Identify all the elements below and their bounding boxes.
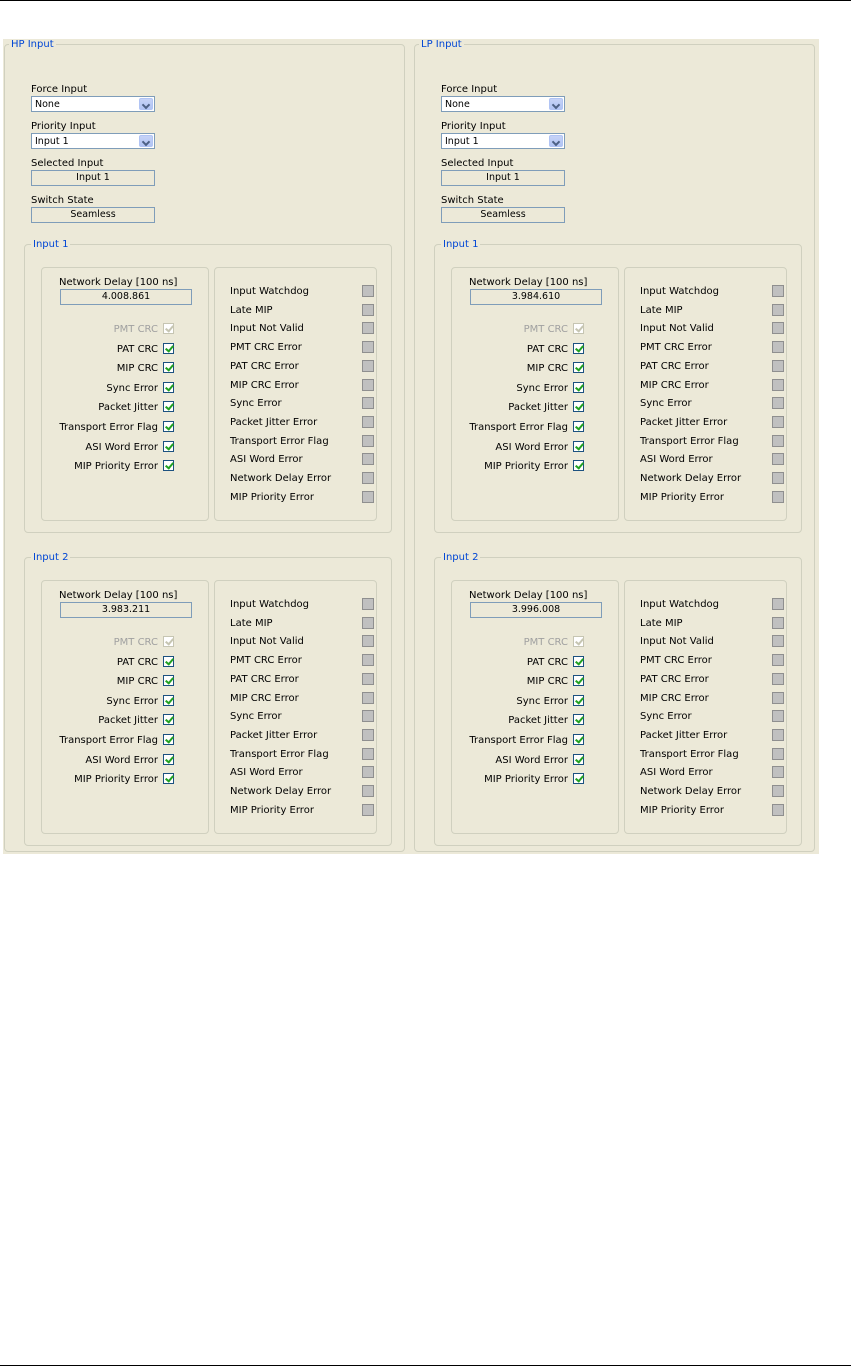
status-label: MIP Priority Error bbox=[230, 804, 314, 816]
status-led-icon bbox=[772, 673, 784, 685]
hp-input-title: HP Input bbox=[11, 39, 54, 50]
status-packet-jitter-error bbox=[640, 416, 780, 430]
checkbox-icon[interactable] bbox=[163, 734, 174, 745]
check-options-box bbox=[451, 580, 619, 834]
status-mip-crc-error bbox=[230, 379, 370, 393]
hp-input-group bbox=[4, 39, 405, 852]
status-led-icon bbox=[772, 692, 784, 704]
status-sync-error bbox=[640, 397, 780, 411]
status-led-icon bbox=[772, 341, 784, 353]
status-asi-word-error bbox=[640, 453, 780, 467]
status-mip-priority-error bbox=[640, 804, 780, 818]
checkbox-icon[interactable] bbox=[163, 656, 174, 667]
checkbox-icon[interactable] bbox=[573, 362, 584, 373]
check-mip-crc[interactable] bbox=[436, 675, 586, 689]
status-mip-priority-error bbox=[640, 491, 780, 505]
checkbox-icon[interactable] bbox=[163, 675, 174, 686]
status-led-icon bbox=[772, 598, 784, 610]
status-label: Network Delay Error bbox=[230, 786, 332, 797]
status-label: PMT CRC Error bbox=[640, 655, 712, 667]
checkbox-icon[interactable] bbox=[163, 441, 174, 452]
check-options-box bbox=[41, 267, 209, 521]
checkbox-icon[interactable] bbox=[573, 656, 584, 667]
status-input-watchdog bbox=[230, 598, 370, 612]
status-label: Late MIP bbox=[230, 304, 273, 316]
network-delay-value: 3.983.211 bbox=[60, 602, 192, 618]
status-label: Transport Error Flag bbox=[230, 435, 329, 447]
status-led-icon bbox=[772, 472, 784, 484]
check-label: MIP Priority Error bbox=[74, 774, 158, 786]
check-label: MIP CRC bbox=[526, 676, 568, 688]
check-transport-error-flag[interactable] bbox=[26, 734, 176, 748]
check-label: PMT CRC bbox=[523, 324, 568, 335]
status-network-delay-error bbox=[230, 785, 370, 799]
status-label: Transport Error Flag bbox=[640, 435, 739, 447]
force-input-label: Force Input bbox=[441, 84, 498, 95]
status-asi-word-error bbox=[230, 766, 370, 780]
status-sync-error bbox=[640, 710, 780, 724]
network-delay-label: Network Delay [100 ns] bbox=[469, 277, 588, 288]
check-label: MIP CRC bbox=[116, 676, 158, 688]
check-label: Packet Jitter bbox=[98, 402, 158, 414]
status-mip-priority-error bbox=[230, 491, 370, 505]
status-input-watchdog bbox=[640, 285, 780, 299]
check-label: PAT CRC bbox=[116, 343, 158, 355]
status-packet-jitter-error bbox=[230, 416, 370, 430]
check-label: Packet Jitter bbox=[508, 715, 568, 727]
switch-state-label: Switch State bbox=[31, 195, 94, 206]
status-label: Packet Jitter Error bbox=[640, 729, 728, 741]
status-led-icon bbox=[362, 397, 374, 409]
checkbox-icon[interactable] bbox=[573, 695, 584, 706]
status-network-delay-error bbox=[640, 472, 780, 486]
hp-input1-title: Input 1 bbox=[33, 239, 69, 250]
check-pat-crc[interactable] bbox=[436, 656, 586, 670]
force-input-value: None bbox=[35, 99, 60, 110]
status-label: ASI Word Error bbox=[640, 454, 713, 466]
check-label: ASI Word Error bbox=[495, 754, 568, 766]
check-packet-jitter[interactable] bbox=[436, 401, 586, 415]
status-pmt-crc-error bbox=[640, 654, 780, 668]
status-label: MIP Priority Error bbox=[640, 804, 724, 816]
check-pat-crc[interactable] bbox=[436, 343, 586, 357]
check-packet-jitter[interactable] bbox=[26, 401, 176, 415]
checkbox-icon[interactable] bbox=[163, 773, 174, 784]
checkbox-icon[interactable] bbox=[573, 421, 584, 432]
status-pat-crc-error bbox=[230, 673, 370, 687]
status-label: Input Not Valid bbox=[230, 323, 304, 335]
status-transport-error-flag bbox=[230, 748, 370, 762]
force-input-label: Force Input bbox=[31, 84, 88, 95]
check-transport-error-flag[interactable] bbox=[26, 421, 176, 435]
check-label: PAT CRC bbox=[116, 656, 158, 668]
chevron-down-icon[interactable] bbox=[549, 135, 563, 147]
chevron-down-icon[interactable] bbox=[139, 135, 153, 147]
checkbox-icon[interactable] bbox=[573, 714, 584, 725]
status-indicators-box bbox=[214, 267, 377, 521]
status-label: PMT CRC Error bbox=[230, 342, 302, 354]
checkbox-icon[interactable] bbox=[163, 343, 174, 354]
check-asi-word-error[interactable] bbox=[436, 441, 586, 455]
check-label: Packet Jitter bbox=[98, 715, 158, 727]
status-label: MIP CRC Error bbox=[230, 379, 299, 391]
check-sync-error[interactable] bbox=[26, 695, 176, 709]
status-pmt-crc-error bbox=[640, 341, 780, 355]
check-mip-crc[interactable] bbox=[26, 362, 176, 376]
status-led-icon bbox=[362, 379, 374, 391]
status-label: Transport Error Flag bbox=[640, 748, 739, 760]
check-label: Sync Error bbox=[106, 382, 158, 394]
status-led-icon bbox=[362, 766, 374, 778]
check-sync-error[interactable] bbox=[26, 382, 176, 396]
status-label: Packet Jitter Error bbox=[640, 416, 728, 428]
check-label: Sync Error bbox=[516, 695, 568, 707]
checkbox-icon[interactable] bbox=[163, 401, 174, 412]
priority-input-value: Input 1 bbox=[445, 136, 479, 147]
status-late-mip bbox=[230, 617, 370, 631]
status-led-icon bbox=[772, 729, 784, 741]
status-late-mip bbox=[230, 304, 370, 318]
status-asi-word-error bbox=[230, 453, 370, 467]
status-sync-error bbox=[230, 397, 370, 411]
selected-input-label: Selected Input bbox=[31, 158, 104, 169]
chevron-down-icon[interactable] bbox=[139, 98, 153, 110]
status-led-icon bbox=[772, 766, 784, 778]
status-indicators-box bbox=[624, 267, 787, 521]
status-label: Network Delay Error bbox=[640, 786, 742, 797]
check-label: MIP Priority Error bbox=[484, 461, 568, 473]
status-led-icon bbox=[362, 748, 374, 760]
hp-input2-group bbox=[24, 552, 392, 846]
status-led-icon bbox=[772, 304, 784, 316]
status-led-icon bbox=[362, 453, 374, 465]
status-led-icon bbox=[362, 804, 374, 816]
status-asi-word-error bbox=[640, 766, 780, 780]
status-led-icon bbox=[772, 397, 784, 409]
check-label: Transport Error Flag bbox=[469, 422, 568, 433]
check-label: Transport Error Flag bbox=[469, 735, 568, 746]
chevron-down-icon[interactable] bbox=[549, 98, 563, 110]
checkbox-icon[interactable] bbox=[573, 401, 584, 412]
status-label: Sync Error bbox=[640, 711, 692, 723]
check-sync-error[interactable] bbox=[436, 695, 586, 709]
check-asi-word-error[interactable] bbox=[436, 754, 586, 768]
status-led-icon bbox=[362, 635, 374, 647]
status-label: PAT CRC Error bbox=[230, 673, 299, 685]
force-input-select[interactable] bbox=[31, 96, 155, 112]
lp-input2-title: Input 2 bbox=[443, 552, 479, 563]
status-indicators-box bbox=[624, 580, 787, 834]
status-mip-crc-error bbox=[230, 692, 370, 706]
status-label: Input Watchdog bbox=[640, 599, 720, 610]
status-input-watchdog bbox=[230, 285, 370, 299]
status-mip-priority-error bbox=[230, 804, 370, 818]
status-label: PMT CRC Error bbox=[230, 655, 302, 667]
selected-input-value: Input 1 bbox=[31, 170, 155, 186]
status-label: Sync Error bbox=[230, 398, 282, 410]
check-pat-crc[interactable] bbox=[26, 656, 176, 670]
priority-input-label: Priority Input bbox=[441, 121, 506, 132]
check-label: MIP CRC bbox=[116, 363, 158, 375]
checkbox-icon[interactable] bbox=[163, 362, 174, 373]
status-input-not-valid bbox=[230, 635, 370, 649]
priority-input-label: Priority Input bbox=[31, 121, 96, 132]
status-led-icon bbox=[772, 416, 784, 428]
status-led-icon bbox=[362, 435, 374, 447]
status-led-icon bbox=[772, 285, 784, 297]
check-mip-crc[interactable] bbox=[436, 362, 586, 376]
check-mip-priority-error[interactable] bbox=[26, 773, 176, 787]
status-led-icon bbox=[772, 322, 784, 334]
status-label: Late MIP bbox=[640, 304, 683, 316]
status-transport-error-flag bbox=[230, 435, 370, 449]
status-label: PAT CRC Error bbox=[230, 360, 299, 372]
status-led-icon bbox=[772, 453, 784, 465]
check-pmt-crc bbox=[436, 636, 586, 650]
check-label: MIP Priority Error bbox=[484, 774, 568, 786]
checkbox-icon bbox=[163, 323, 174, 334]
checkbox-icon[interactable] bbox=[573, 773, 584, 784]
check-mip-crc[interactable] bbox=[26, 675, 176, 689]
network-delay-value: 4.008.861 bbox=[60, 289, 192, 305]
status-input-watchdog bbox=[640, 598, 780, 612]
status-led-icon bbox=[772, 710, 784, 722]
status-label: Transport Error Flag bbox=[230, 748, 329, 760]
status-led-icon bbox=[772, 804, 784, 816]
status-led-icon bbox=[362, 729, 374, 741]
check-label: ASI Word Error bbox=[85, 441, 158, 453]
check-label: Sync Error bbox=[516, 382, 568, 394]
status-led-icon bbox=[362, 617, 374, 629]
status-led-icon bbox=[362, 710, 374, 722]
checkbox-icon[interactable] bbox=[163, 460, 174, 471]
status-mip-crc-error bbox=[640, 692, 780, 706]
status-led-icon bbox=[772, 360, 784, 372]
status-led-icon bbox=[772, 748, 784, 760]
lp-input2-group bbox=[434, 552, 802, 846]
status-packet-jitter-error bbox=[230, 729, 370, 743]
status-label: Packet Jitter Error bbox=[230, 416, 318, 428]
check-label: ASI Word Error bbox=[85, 754, 158, 766]
status-sync-error bbox=[230, 710, 370, 724]
check-label: PMT CRC bbox=[113, 324, 158, 335]
checkbox-icon[interactable] bbox=[573, 734, 584, 745]
check-mip-priority-error[interactable] bbox=[436, 773, 586, 787]
status-label: PAT CRC Error bbox=[640, 360, 709, 372]
bottom-rule bbox=[0, 1365, 851, 1366]
priority-input-select[interactable] bbox=[31, 133, 155, 149]
status-indicators-box bbox=[214, 580, 377, 834]
lp-input-group bbox=[414, 39, 815, 852]
checkbox-icon bbox=[573, 636, 584, 647]
checkbox-icon[interactable] bbox=[163, 714, 174, 725]
status-label: Packet Jitter Error bbox=[230, 729, 318, 741]
status-late-mip bbox=[640, 617, 780, 631]
checkbox-icon[interactable] bbox=[163, 695, 174, 706]
priority-input-value: Input 1 bbox=[35, 136, 69, 147]
status-label: MIP Priority Error bbox=[640, 491, 724, 503]
status-label: MIP CRC Error bbox=[230, 692, 299, 704]
status-label: MIP CRC Error bbox=[640, 692, 709, 704]
status-led-icon bbox=[772, 379, 784, 391]
check-pmt-crc bbox=[436, 323, 586, 337]
status-led-icon bbox=[362, 322, 374, 334]
check-label: PAT CRC bbox=[526, 656, 568, 668]
switch-state-value: Seamless bbox=[441, 207, 565, 223]
status-label: Input Not Valid bbox=[640, 323, 714, 335]
status-label: Input Watchdog bbox=[640, 286, 720, 297]
check-label: Sync Error bbox=[106, 695, 158, 707]
status-led-icon bbox=[362, 285, 374, 297]
checkbox-icon bbox=[163, 636, 174, 647]
check-transport-error-flag[interactable] bbox=[436, 734, 586, 748]
check-label: Transport Error Flag bbox=[59, 422, 158, 433]
status-input-not-valid bbox=[640, 635, 780, 649]
check-transport-error-flag[interactable] bbox=[436, 421, 586, 435]
status-label: Sync Error bbox=[640, 398, 692, 410]
status-label: MIP CRC Error bbox=[640, 379, 709, 391]
config-panel bbox=[3, 39, 819, 854]
status-mip-crc-error bbox=[640, 379, 780, 393]
checkbox-icon[interactable] bbox=[573, 754, 584, 765]
status-late-mip bbox=[640, 304, 780, 318]
status-input-not-valid bbox=[640, 322, 780, 336]
status-led-icon bbox=[362, 360, 374, 372]
status-led-icon bbox=[362, 472, 374, 484]
status-led-icon bbox=[362, 491, 374, 503]
check-packet-jitter[interactable] bbox=[436, 714, 586, 728]
priority-input-select[interactable] bbox=[441, 133, 565, 149]
status-label: ASI Word Error bbox=[640, 767, 713, 779]
checkbox-icon[interactable] bbox=[163, 754, 174, 765]
check-pmt-crc bbox=[26, 636, 176, 650]
status-label: PMT CRC Error bbox=[640, 342, 712, 354]
status-label: Input Watchdog bbox=[230, 286, 310, 297]
lp-input1-title: Input 1 bbox=[443, 239, 479, 250]
status-label: Sync Error bbox=[230, 711, 282, 723]
check-pmt-crc bbox=[26, 323, 176, 337]
network-delay-label: Network Delay [100 ns] bbox=[59, 590, 178, 601]
checkbox-icon[interactable] bbox=[573, 460, 584, 471]
check-label: PAT CRC bbox=[526, 343, 568, 355]
status-led-icon bbox=[772, 785, 784, 797]
check-label: MIP CRC bbox=[526, 363, 568, 375]
check-mip-priority-error[interactable] bbox=[436, 460, 586, 474]
status-pmt-crc-error bbox=[230, 341, 370, 355]
status-led-icon bbox=[362, 598, 374, 610]
check-asi-word-error[interactable] bbox=[26, 754, 176, 768]
status-label: ASI Word Error bbox=[230, 454, 303, 466]
check-packet-jitter[interactable] bbox=[26, 714, 176, 728]
hp-input2-title: Input 2 bbox=[33, 552, 69, 563]
status-led-icon bbox=[362, 692, 374, 704]
status-network-delay-error bbox=[230, 472, 370, 486]
force-input-select[interactable] bbox=[441, 96, 565, 112]
status-input-not-valid bbox=[230, 322, 370, 336]
check-asi-word-error[interactable] bbox=[26, 441, 176, 455]
checkbox-icon[interactable] bbox=[573, 675, 584, 686]
status-transport-error-flag bbox=[640, 748, 780, 762]
checkbox-icon bbox=[573, 323, 584, 334]
lp-input-title: LP Input bbox=[421, 39, 462, 50]
status-pmt-crc-error bbox=[230, 654, 370, 668]
status-pat-crc-error bbox=[640, 360, 780, 374]
status-led-icon bbox=[362, 785, 374, 797]
switch-state-label: Switch State bbox=[441, 195, 504, 206]
status-led-icon bbox=[362, 673, 374, 685]
status-label: MIP Priority Error bbox=[230, 491, 314, 503]
selected-input-label: Selected Input bbox=[441, 158, 514, 169]
status-label: PAT CRC Error bbox=[640, 673, 709, 685]
network-delay-label: Network Delay [100 ns] bbox=[469, 590, 588, 601]
status-label: Network Delay Error bbox=[640, 473, 742, 484]
status-label: Input Watchdog bbox=[230, 599, 310, 610]
check-sync-error[interactable] bbox=[436, 382, 586, 396]
check-label: ASI Word Error bbox=[495, 441, 568, 453]
status-label: Input Not Valid bbox=[640, 636, 714, 648]
selected-input-value: Input 1 bbox=[441, 170, 565, 186]
check-label: MIP Priority Error bbox=[74, 461, 158, 473]
lp-input1-group bbox=[434, 239, 802, 533]
status-led-icon bbox=[772, 654, 784, 666]
check-options-box bbox=[451, 267, 619, 521]
status-label: Late MIP bbox=[230, 617, 273, 629]
status-packet-jitter-error bbox=[640, 729, 780, 743]
status-led-icon bbox=[772, 491, 784, 503]
checkbox-icon[interactable] bbox=[163, 421, 174, 432]
check-label: Packet Jitter bbox=[508, 402, 568, 414]
status-label: Network Delay Error bbox=[230, 473, 332, 484]
status-pat-crc-error bbox=[230, 360, 370, 374]
check-pat-crc[interactable] bbox=[26, 343, 176, 357]
status-led-icon bbox=[772, 435, 784, 447]
status-led-icon bbox=[362, 304, 374, 316]
network-delay-value: 3.984.610 bbox=[470, 289, 602, 305]
checkbox-icon[interactable] bbox=[163, 382, 174, 393]
checkbox-icon[interactable] bbox=[573, 343, 584, 354]
network-delay-label: Network Delay [100 ns] bbox=[59, 277, 178, 288]
hp-input1-group bbox=[24, 239, 392, 533]
status-label: Input Not Valid bbox=[230, 636, 304, 648]
checkbox-icon[interactable] bbox=[573, 441, 584, 452]
network-delay-value: 3.996.008 bbox=[470, 602, 602, 618]
status-pat-crc-error bbox=[640, 673, 780, 687]
status-led-icon bbox=[362, 416, 374, 428]
status-label: ASI Word Error bbox=[230, 767, 303, 779]
check-label: PMT CRC bbox=[113, 637, 158, 648]
check-mip-priority-error[interactable] bbox=[26, 460, 176, 474]
status-led-icon bbox=[772, 617, 784, 629]
status-led-icon bbox=[362, 654, 374, 666]
force-input-value: None bbox=[445, 99, 470, 110]
status-label: Late MIP bbox=[640, 617, 683, 629]
check-label: PMT CRC bbox=[523, 637, 568, 648]
switch-state-value: Seamless bbox=[31, 207, 155, 223]
status-transport-error-flag bbox=[640, 435, 780, 449]
status-network-delay-error bbox=[640, 785, 780, 799]
checkbox-icon[interactable] bbox=[573, 382, 584, 393]
status-led-icon bbox=[362, 341, 374, 353]
status-led-icon bbox=[772, 635, 784, 647]
check-options-box bbox=[41, 580, 209, 834]
top-rule bbox=[0, 0, 851, 1]
check-label: Transport Error Flag bbox=[59, 735, 158, 746]
